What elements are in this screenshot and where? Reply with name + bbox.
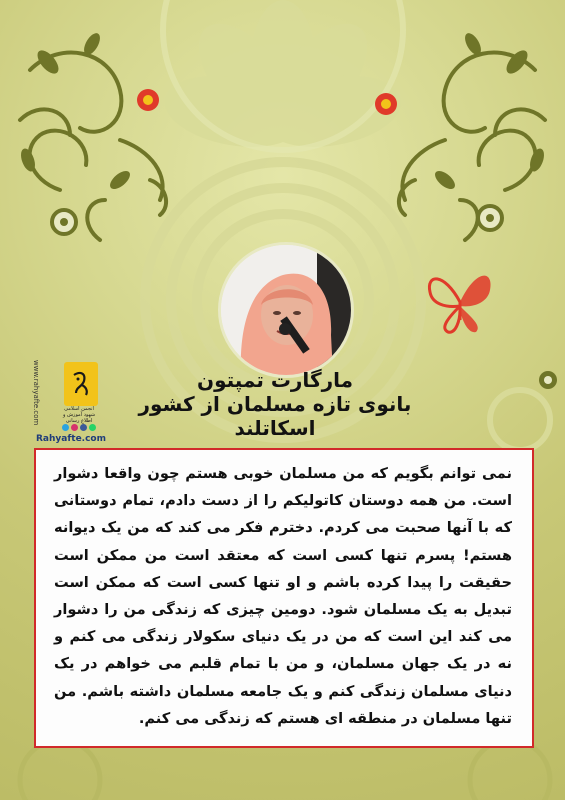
person-subtitle: بانوی تازه مسلمان از کشور اسکاتلند xyxy=(138,392,412,440)
top-petals xyxy=(159,0,407,157)
rahyafte-logo xyxy=(64,362,98,406)
butterfly-icon xyxy=(424,262,496,336)
website-url-vertical: www.rahyafte.com xyxy=(32,360,40,426)
bottom-ornament xyxy=(20,740,550,800)
title-block xyxy=(100,368,450,440)
quote-text: نمی توانم بگویم که من مسلمان خوبی هستم چون واقعا دشوار است. من همه دوستان کاتولیکم را از دست دادم، تمام دوستانی که با آنها صحبت می کردم. دخترم فکر می کند که من یک دیوانه هستم! پسرم تنها کسی است که معتقد است من ممکن است حقیقت را پیدا کرده باشم و او تنها کسی است که ممکن است تبدیل به یک مسلمان شود. دومین چیزی که زندگی من را دشوار می کند این است که من در یک دنیای سکولار زندگی می کنم و نه در یک جهان مسلمان، و من با تمام قلبم می خواهم در یک دنیای مسلمان زندگی کنم و یک جامعه مسلمان داشته باشم. من تنها مسلمان در منطقه ای هستم که زندگی می کنم. xyxy=(54,465,512,727)
person-name: مارگارت تمپتون xyxy=(197,368,353,392)
logo-caption: انجمن اسلامی شهود آموزش و اطلاع رسانی xyxy=(62,406,96,424)
right-vine-ornament xyxy=(399,53,545,240)
whatsapp-icon[interactable] xyxy=(89,424,96,431)
telegram-icon[interactable] xyxy=(62,424,69,431)
logo-mark-icon xyxy=(70,369,92,399)
portrait-illustration xyxy=(221,245,351,375)
logo-block xyxy=(36,362,100,438)
right-side-ornament xyxy=(490,371,557,450)
right-ring-ornament xyxy=(478,206,502,230)
left-ring-ornament xyxy=(52,210,76,234)
quote-box xyxy=(34,448,534,748)
social-icons xyxy=(62,424,96,431)
website-url[interactable]: Rahyafte.com xyxy=(36,434,106,444)
instagram-icon[interactable] xyxy=(71,424,78,431)
flower-icon xyxy=(137,89,159,111)
portrait-photo xyxy=(218,242,354,378)
facebook-icon[interactable] xyxy=(80,424,87,431)
flower-icon xyxy=(375,93,397,115)
left-vine-ornament xyxy=(20,53,166,240)
